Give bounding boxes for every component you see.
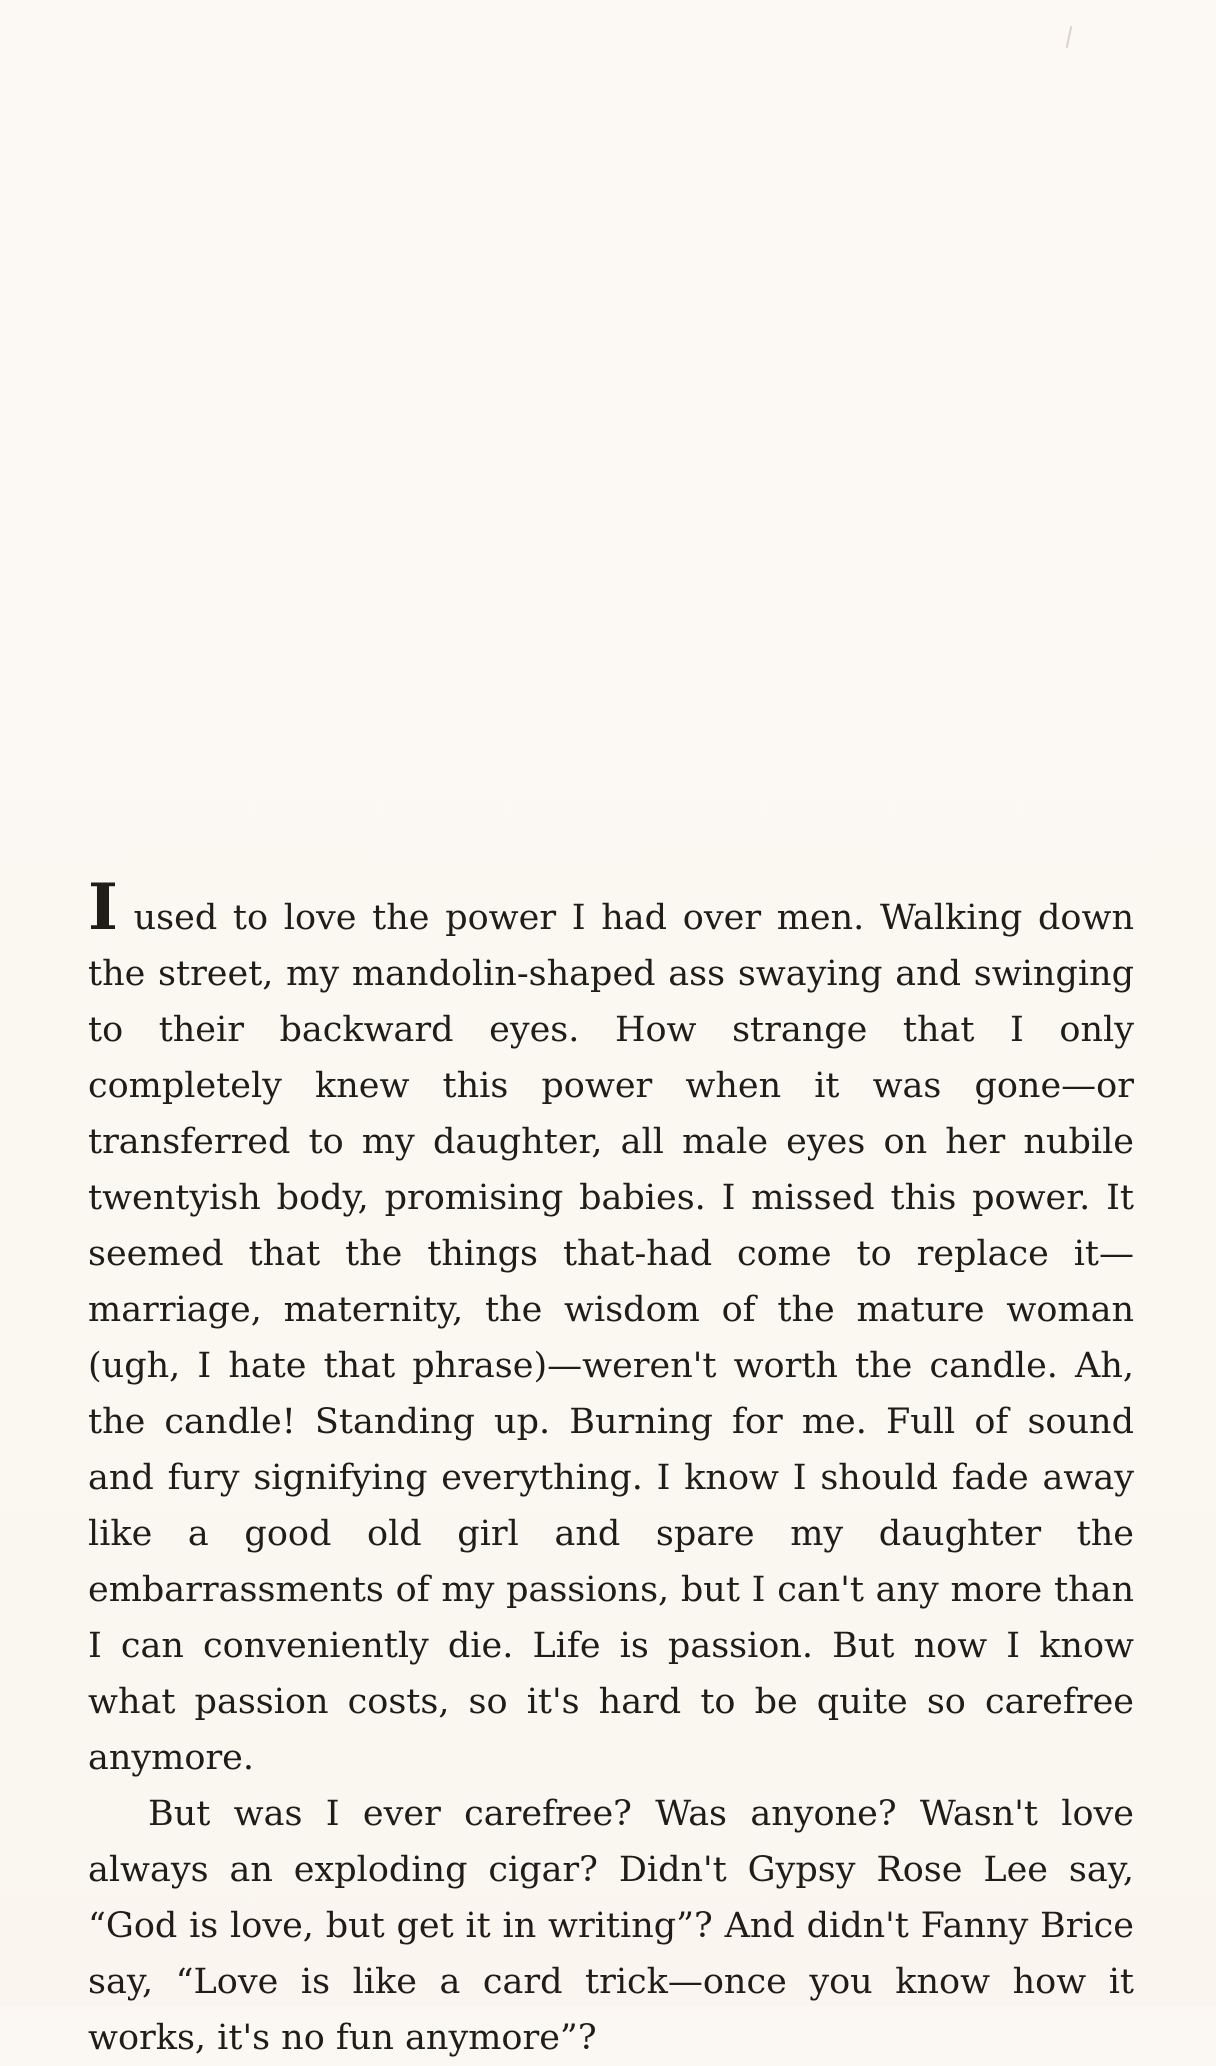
page-mark xyxy=(1066,26,1073,48)
paragraph-2: But was I ever carefree? Was anyone? Wasn't love always an exploding cigar? Didn't Gypsy Rose Lee say, “God is love, but get it in writing”? And didn't Fanny Brice say, “Love is like a card trick—once you know how it works, it's no fun anymore”? xyxy=(88,1794,1134,2058)
drop-cap: I xyxy=(88,870,118,945)
paragraph-1-text: used to love the power I had over men. Walking down the street, my mandolin-shaped ass swaying and swinging to their backward eyes. How strange that I only completely knew this power when it was gone—or transferred to my daughter, all male eyes on her nubile twentyish body, promising babies. I missed this power. It seemed that the things that-had come to replace it—marriage, maternity, the wisdom of the mature woman (ugh, I hate that phrase)—weren't worth the candle. Ah, the candle! Standing up. Burning for me. Full of sound and fury signifying everything. I know I should fade away like a good old girl and spare my daughter the embarrassments of my passions, but I can't any more than I can conveniently die. Life is passion. But now I know what passion costs, so it's hard to be quite so carefree anymore. xyxy=(88,898,1134,1778)
body-text xyxy=(88,870,1134,2066)
paragraph-1 xyxy=(88,870,1134,1786)
